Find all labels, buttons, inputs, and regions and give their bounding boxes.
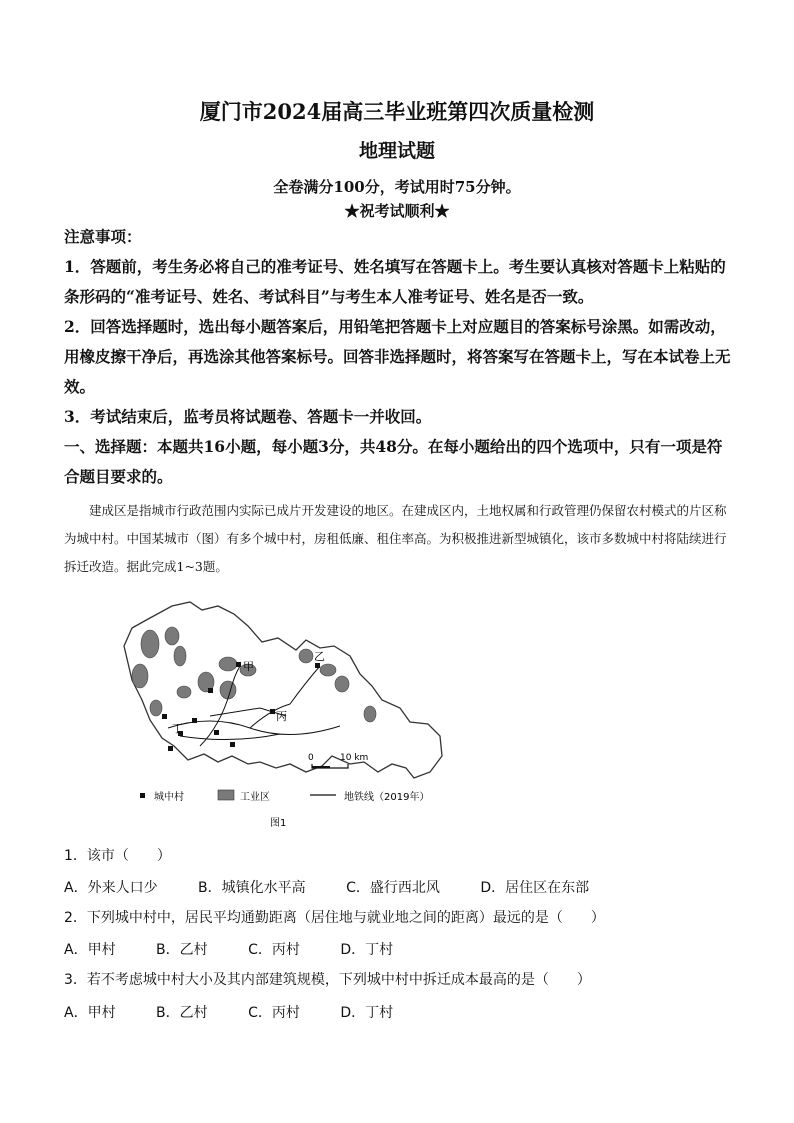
figure-caption: 图1 bbox=[270, 818, 287, 829]
option: C．丙村 bbox=[248, 942, 300, 958]
scale-zero: 0 bbox=[308, 753, 314, 763]
exam-wish: ★祝考试顺利★ bbox=[344, 202, 450, 220]
option: B．乙村 bbox=[156, 1005, 208, 1021]
metro-lines bbox=[168, 666, 340, 746]
notes-block bbox=[64, 222, 732, 492]
exam-info: 全卷满分100分，考试用时75分钟。 bbox=[273, 178, 521, 196]
note-item: 1．答题前，考生务必将自己的准考证号、姓名填写在答题卡上。考生要认真核对答题卡上粘贴的条形码的“准考证号、姓名、考试科目”与考生本人准考证号、姓名是否一致。 bbox=[64, 257, 726, 306]
reading-passage: 建成区是指城市行政范围内实际已成片开发建设的地区。在建成区内，土地权属和行政管理仍保留农村模式的片区称为城中村。中国某城市（图）有多个城中村，房租低廉、租住率高。为积极推进新型城镇化，该市多数城中村将陆续进行拆迁改造。据此完成1~3题。 bbox=[64, 503, 727, 574]
city-map-figure bbox=[110, 596, 450, 832]
question-2: 2．下列城中村中，居民平均通勤距离（居住地与就业地之间的距离）最远的是（ ） bbox=[64, 910, 605, 926]
label-jia: 甲 bbox=[243, 660, 254, 673]
village-markers bbox=[162, 662, 320, 751]
note-item: 2．回答选择题时，选出每小题答案后，用铅笔把答题卡上对应题目的答案标号涂黑。如需改动，用橡皮擦干净后，再选涂其他答案标号。回答非选择题时，将答案写在答题卡上，写在本试卷上无效。 bbox=[64, 317, 731, 396]
option: C．丙村 bbox=[248, 1005, 300, 1021]
legend-village-symbol bbox=[140, 793, 145, 798]
exam-subject: 地理试题 bbox=[358, 140, 435, 162]
option: A．甲村 bbox=[64, 1005, 116, 1021]
option: D．丁村 bbox=[340, 1005, 394, 1021]
option: A．外来人口少 bbox=[64, 880, 158, 896]
question-1-options bbox=[64, 877, 625, 897]
label-yi: 乙 bbox=[314, 650, 325, 663]
legend-village: 城中村 bbox=[154, 792, 184, 803]
option: C．盛行西北风 bbox=[346, 880, 440, 896]
question-3: 3．若不考虑城中村大小及其内部建筑规模，下列城中村中拆迁成本最高的是（ ） bbox=[64, 972, 591, 988]
option: D．丁村 bbox=[340, 942, 394, 958]
note-item: 3．考试结束后，监考员将试题卷、答题卡一并收回。 bbox=[64, 407, 432, 426]
label-ding: 丁 bbox=[172, 722, 183, 735]
option: B．乙村 bbox=[156, 942, 208, 958]
industrial-zones bbox=[132, 627, 376, 722]
exam-title: 厦门市2024届高三毕业班第四次质量检测 bbox=[199, 99, 595, 124]
option: A．甲村 bbox=[64, 942, 116, 958]
notes-heading: 注意事项： bbox=[64, 227, 142, 246]
legend-industrial-symbol bbox=[218, 790, 234, 800]
legend-industrial: 工业区 bbox=[240, 792, 270, 803]
scale-ten: 10 km bbox=[340, 753, 369, 763]
scale-bar bbox=[308, 753, 368, 769]
map-legend bbox=[140, 790, 429, 803]
question-2-options bbox=[64, 939, 429, 959]
option: B．城镇化水平高 bbox=[198, 880, 306, 896]
question-3-options bbox=[64, 1002, 429, 1022]
question-1: 1．该市（ ） bbox=[64, 848, 171, 864]
legend-metro: 地铁线（2019年） bbox=[344, 792, 430, 803]
section-heading: 一、选择题：本题共16小题，每小题3分，共48分。在每小题给出的四个选项中，只有一项是符合题目要求的。 bbox=[64, 437, 723, 486]
label-bing: 丙 bbox=[276, 710, 287, 723]
option: D．居住区在东部 bbox=[480, 880, 590, 896]
